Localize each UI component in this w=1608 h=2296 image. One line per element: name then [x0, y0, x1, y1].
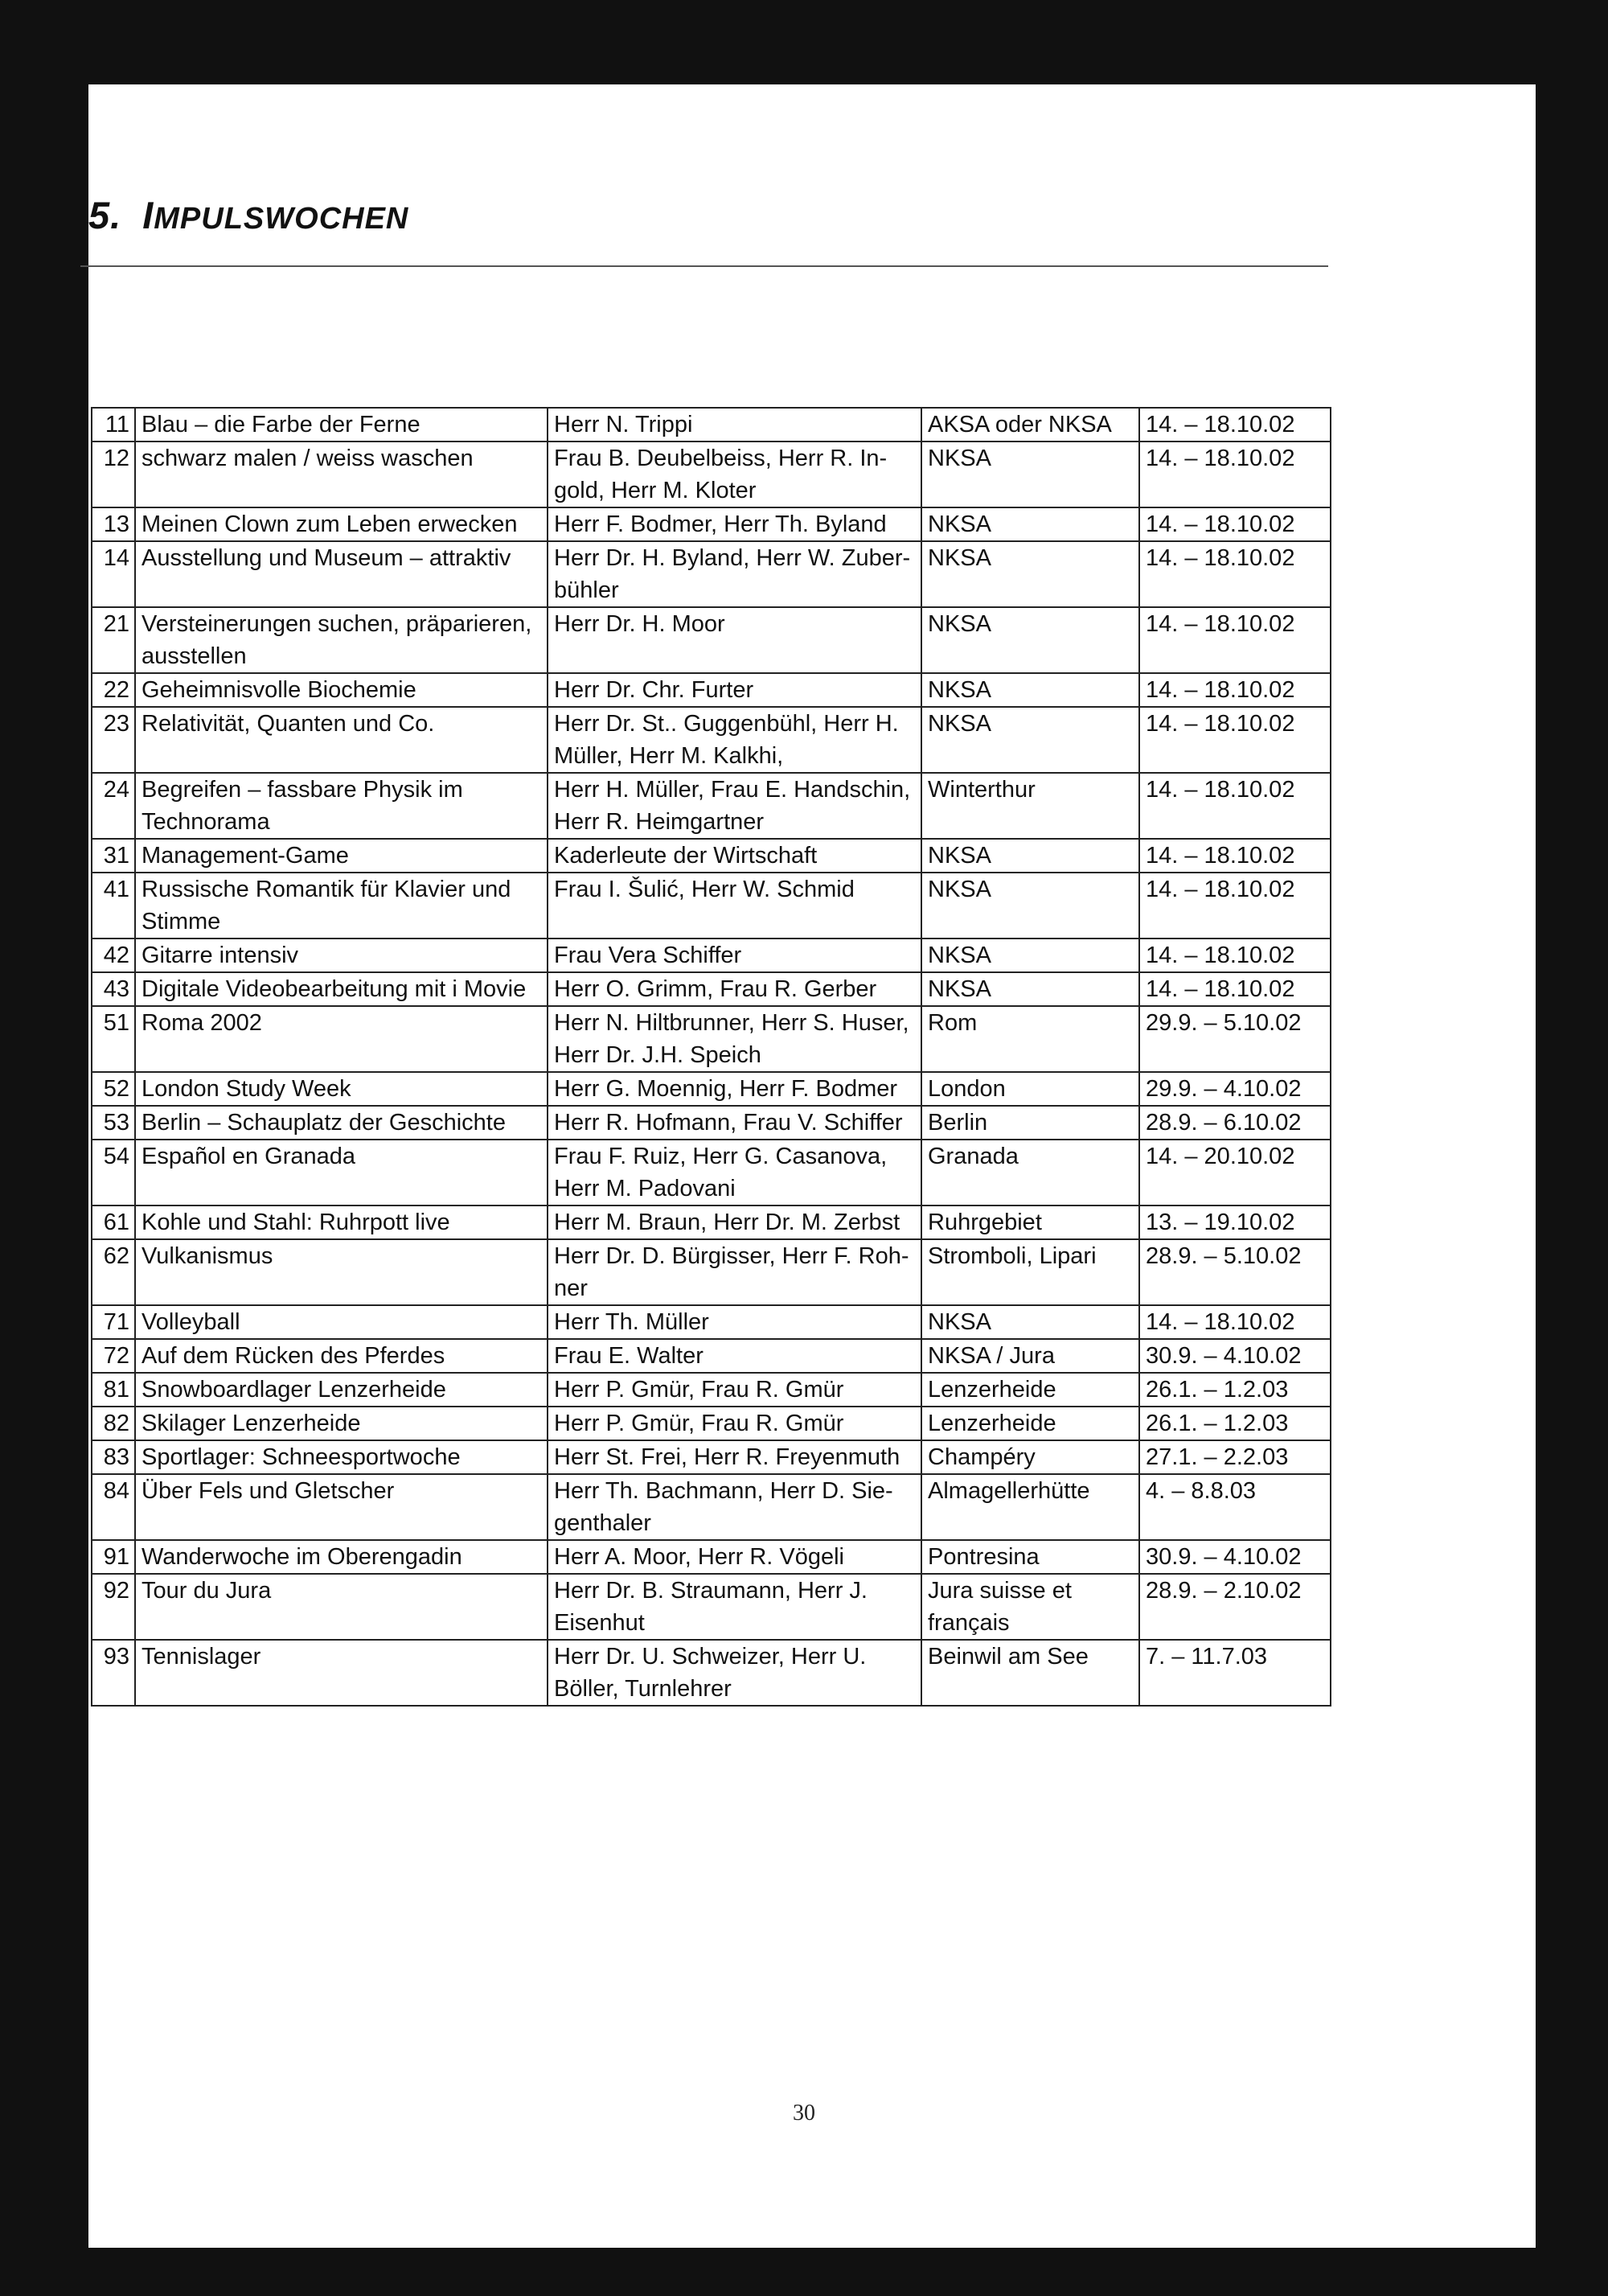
event-leaders: Herr Th. Bachmann, Herr D. Sie-genthaler [548, 1474, 921, 1540]
event-date: 14. – 18.10.02 [1139, 873, 1331, 939]
section-number: 5. [88, 194, 122, 236]
event-date: 14. – 18.10.02 [1139, 541, 1331, 607]
table-row [92, 1474, 1331, 1540]
event-place: London [921, 1072, 1139, 1106]
event-date: 14. – 18.10.02 [1139, 673, 1331, 707]
event-title: schwarz malen / weiss waschen [135, 442, 548, 507]
event-leaders: Herr N. Trippi [548, 408, 921, 442]
event-leaders: Herr F. Bodmer, Herr Th. Byland [548, 507, 921, 541]
event-number: 83 [92, 1440, 135, 1474]
event-date: 28.9. – 2.10.02 [1139, 1574, 1331, 1640]
table-row [92, 939, 1331, 972]
table-row [92, 1440, 1331, 1474]
event-leaders: Herr A. Moor, Herr R. Vögeli [548, 1540, 921, 1574]
table-row [92, 1574, 1331, 1640]
event-number: 84 [92, 1474, 135, 1540]
table-row [92, 607, 1331, 673]
event-place: NKSA [921, 507, 1139, 541]
event-date: 14. – 18.10.02 [1139, 1305, 1331, 1339]
table-row [92, 442, 1331, 507]
table-row [92, 1140, 1331, 1206]
event-title: Skilager Lenzerheide [135, 1407, 548, 1440]
event-date: 28.9. – 6.10.02 [1139, 1106, 1331, 1140]
event-number: 54 [92, 1140, 135, 1206]
event-place: Rom [921, 1006, 1139, 1072]
event-place: Champéry [921, 1440, 1139, 1474]
event-title: Roma 2002 [135, 1006, 548, 1072]
event-number: 82 [92, 1407, 135, 1440]
event-date: 14. – 18.10.02 [1139, 972, 1331, 1006]
event-date: 14. – 18.10.02 [1139, 408, 1331, 442]
table-row [92, 1407, 1331, 1440]
event-number: 11 [92, 408, 135, 442]
section-heading [88, 193, 408, 237]
event-date: 28.9. – 5.10.02 [1139, 1239, 1331, 1305]
event-title: Über Fels und Gletscher [135, 1474, 548, 1540]
table-row [92, 408, 1331, 442]
event-place: AKSA oder NKSA [921, 408, 1139, 442]
table-row [92, 839, 1331, 873]
event-leaders: Herr Dr. St.. Guggenbühl, Herr H. Müller, Herr M. Kalkhi, [548, 707, 921, 773]
event-leaders: Herr O. Grimm, Frau R. Gerber [548, 972, 921, 1006]
event-place: NKSA [921, 1305, 1139, 1339]
event-number: 14 [92, 541, 135, 607]
event-date: 14. – 18.10.02 [1139, 939, 1331, 972]
event-number: 71 [92, 1305, 135, 1339]
event-leaders: Frau E. Walter [548, 1339, 921, 1373]
event-date: 14. – 20.10.02 [1139, 1140, 1331, 1206]
event-date: 14. – 18.10.02 [1139, 507, 1331, 541]
event-title: Sportlager: Schneesportwoche [135, 1440, 548, 1474]
event-number: 23 [92, 707, 135, 773]
event-number: 24 [92, 773, 135, 839]
event-date: 30.9. – 4.10.02 [1139, 1339, 1331, 1373]
event-leaders: Frau Vera Schiffer [548, 939, 921, 972]
table-row [92, 673, 1331, 707]
event-date: 14. – 18.10.02 [1139, 773, 1331, 839]
event-leaders: Frau I. Šulić, Herr W. Schmid [548, 873, 921, 939]
event-title: Digitale Videobearbeitung mit i Movie [135, 972, 548, 1006]
event-place: Pontresina [921, 1540, 1139, 1574]
event-number: 43 [92, 972, 135, 1006]
table-row [92, 1106, 1331, 1140]
event-date: 13. – 19.10.02 [1139, 1206, 1331, 1239]
event-title: Geheimnisvolle Biochemie [135, 673, 548, 707]
event-number: 72 [92, 1339, 135, 1373]
event-number: 52 [92, 1072, 135, 1106]
event-place: NKSA [921, 939, 1139, 972]
event-number: 92 [92, 1574, 135, 1640]
event-place: NKSA [921, 673, 1139, 707]
event-title: Gitarre intensiv [135, 939, 548, 972]
event-title: Vulkanismus [135, 1239, 548, 1305]
table-row [92, 873, 1331, 939]
event-title: Kohle und Stahl: Ruhrpott live [135, 1206, 548, 1239]
table-body [92, 408, 1331, 1706]
event-place: Ruhrgebiet [921, 1206, 1139, 1239]
event-date: 14. – 18.10.02 [1139, 839, 1331, 873]
event-place: Winterthur [921, 773, 1139, 839]
event-title: Ausstellung und Museum – attraktiv [135, 541, 548, 607]
event-leaders: Herr P. Gmür, Frau R. Gmür [548, 1373, 921, 1407]
event-leaders: Herr St. Frei, Herr R. Freyenmuth [548, 1440, 921, 1474]
table-row [92, 1373, 1331, 1407]
event-date: 27.1. – 2.2.03 [1139, 1440, 1331, 1474]
event-number: 22 [92, 673, 135, 707]
event-title: Auf dem Rücken des Pferdes [135, 1339, 548, 1373]
event-title: Tour du Jura [135, 1574, 548, 1640]
event-number: 81 [92, 1373, 135, 1407]
impulswochen-table [91, 407, 1331, 1707]
event-place: Beinwil am See [921, 1640, 1139, 1706]
table-row [92, 507, 1331, 541]
event-place: NKSA [921, 707, 1139, 773]
event-number: 31 [92, 839, 135, 873]
event-title: Management-Game [135, 839, 548, 873]
event-date: 14. – 18.10.02 [1139, 607, 1331, 673]
event-place: Granada [921, 1140, 1139, 1206]
table-row [92, 1339, 1331, 1373]
event-leaders: Herr Dr. D. Bürgisser, Herr F. Roh-ner [548, 1239, 921, 1305]
event-place: Lenzerheide [921, 1373, 1139, 1407]
event-place: NKSA [921, 972, 1139, 1006]
event-leaders: Herr H. Müller, Frau E. Handschin, Herr R. Heimgartner [548, 773, 921, 839]
event-date: 7. – 11.7.03 [1139, 1640, 1331, 1706]
event-place: Berlin [921, 1106, 1139, 1140]
event-place: NKSA [921, 442, 1139, 507]
event-place: Lenzerheide [921, 1407, 1139, 1440]
event-number: 53 [92, 1106, 135, 1140]
event-leaders: Herr Th. Müller [548, 1305, 921, 1339]
event-title: Blau – die Farbe der Ferne [135, 408, 548, 442]
event-place: NKSA [921, 541, 1139, 607]
table-row [92, 1640, 1331, 1706]
table-row [92, 773, 1331, 839]
table-row [92, 1305, 1331, 1339]
event-title: Berlin – Schauplatz der Geschichte [135, 1106, 548, 1140]
event-leaders: Frau F. Ruiz, Herr G. Casanova, Herr M. Padovani [548, 1140, 921, 1206]
page-number: 30 [793, 2101, 815, 2126]
table-row [92, 1206, 1331, 1239]
table-row [92, 1006, 1331, 1072]
event-leaders: Herr Dr. U. Schweizer, Herr U. Böller, Turnlehrer [548, 1640, 921, 1706]
event-title: Russische Romantik für Klavier und Stimme [135, 873, 548, 939]
event-date: 4. – 8.8.03 [1139, 1474, 1331, 1540]
event-number: 62 [92, 1239, 135, 1305]
event-place: NKSA [921, 873, 1139, 939]
event-number: 91 [92, 1540, 135, 1574]
table-row [92, 1540, 1331, 1574]
event-place: NKSA [921, 839, 1139, 873]
event-title: London Study Week [135, 1072, 548, 1106]
event-title: Begreifen – fassbare Physik im Technorama [135, 773, 548, 839]
event-title: Versteinerungen suchen, präparieren, ausstellen [135, 607, 548, 673]
event-date: 26.1. – 1.2.03 [1139, 1373, 1331, 1407]
event-leaders: Herr P. Gmür, Frau R. Gmür [548, 1407, 921, 1440]
event-number: 21 [92, 607, 135, 673]
table-row [92, 541, 1331, 607]
event-number: 93 [92, 1640, 135, 1706]
event-leaders: Herr Dr. B. Straumann, Herr J. Eisenhut [548, 1574, 921, 1640]
event-place: NKSA / Jura [921, 1339, 1139, 1373]
event-date: 26.1. – 1.2.03 [1139, 1407, 1331, 1440]
event-title: Tennislager [135, 1640, 548, 1706]
event-date: 29.9. – 4.10.02 [1139, 1072, 1331, 1106]
table-row [92, 1072, 1331, 1106]
event-date: 29.9. – 5.10.02 [1139, 1006, 1331, 1072]
event-leaders: Kaderleute der Wirtschaft [548, 839, 921, 873]
event-place: Stromboli, Lipari [921, 1239, 1139, 1305]
event-number: 61 [92, 1206, 135, 1239]
event-title: Relativität, Quanten und Co. [135, 707, 548, 773]
table-row [92, 1239, 1331, 1305]
event-leaders: Herr Dr. H. Byland, Herr W. Zuber-bühler [548, 541, 921, 607]
event-number: 51 [92, 1006, 135, 1072]
section-title-rest: MPULSWOCHEN [154, 202, 409, 236]
event-number: 13 [92, 507, 135, 541]
event-title: Snowboardlager Lenzerheide [135, 1373, 548, 1407]
event-leaders: Frau B. Deubelbeiss, Herr R. In-gold, Herr M. Kloter [548, 442, 921, 507]
event-leaders: Herr Dr. H. Moor [548, 607, 921, 673]
event-title: Español en Granada [135, 1140, 548, 1206]
section-title-initial: I [142, 194, 154, 236]
event-number: 12 [92, 442, 135, 507]
event-place: Jura suisse et français [921, 1574, 1139, 1640]
event-leaders: Herr M. Braun, Herr Dr. M. Zerbst [548, 1206, 921, 1239]
event-place: Almagellerhütte [921, 1474, 1139, 1540]
heading-rule [80, 265, 1328, 267]
event-place: NKSA [921, 607, 1139, 673]
event-leaders: Herr N. Hiltbrunner, Herr S. Huser, Herr Dr. J.H. Speich [548, 1006, 921, 1072]
event-date: 14. – 18.10.02 [1139, 707, 1331, 773]
table-row [92, 972, 1331, 1006]
event-leaders: Herr G. Moennig, Herr F. Bodmer [548, 1072, 921, 1106]
event-date: 30.9. – 4.10.02 [1139, 1540, 1331, 1574]
event-leaders: Herr Dr. Chr. Furter [548, 673, 921, 707]
event-leaders: Herr R. Hofmann, Frau V. Schiffer [548, 1106, 921, 1140]
event-number: 41 [92, 873, 135, 939]
event-title: Volleyball [135, 1305, 548, 1339]
table-row [92, 707, 1331, 773]
event-title: Wanderwoche im Oberengadin [135, 1540, 548, 1574]
event-number: 42 [92, 939, 135, 972]
event-title: Meinen Clown zum Leben erwecken [135, 507, 548, 541]
event-date: 14. – 18.10.02 [1139, 442, 1331, 507]
